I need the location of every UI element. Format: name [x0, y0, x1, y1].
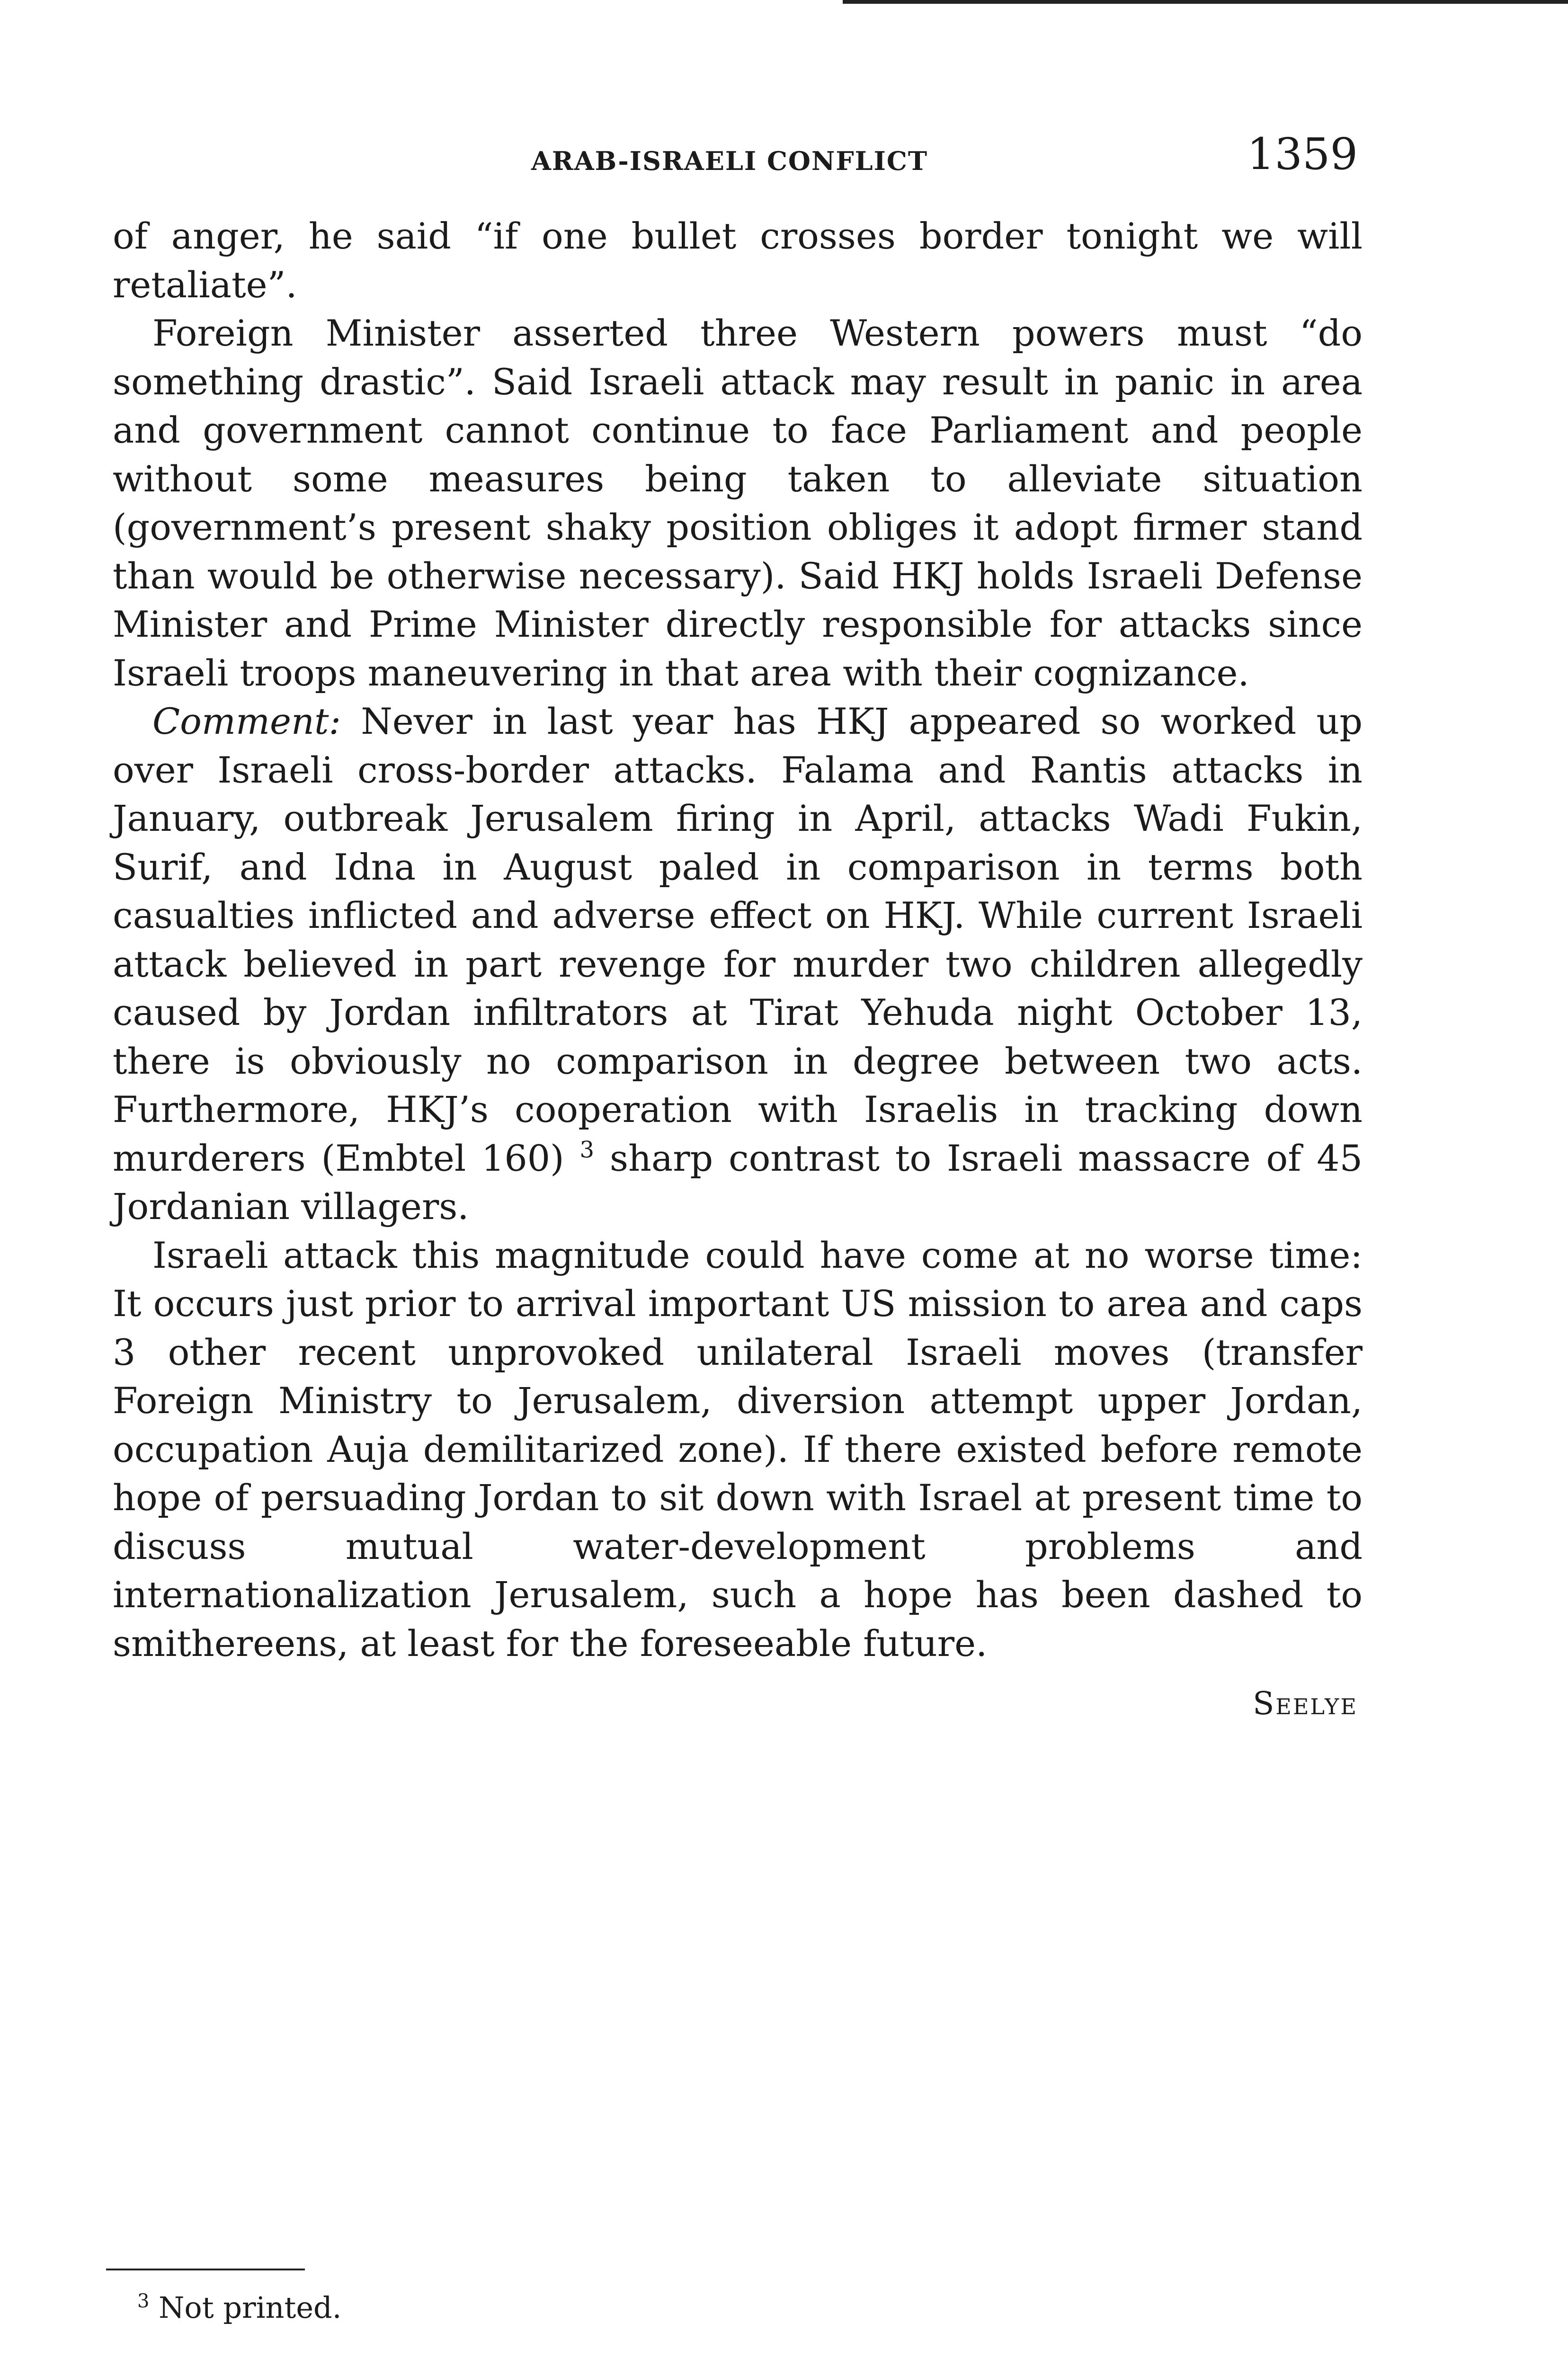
footnote-reference: 3 — [579, 1136, 595, 1163]
footnote-rule — [106, 2269, 305, 2270]
running-head: ARAB-ISRAELI CONFLICT — [531, 146, 928, 176]
footnote-marker: 3 — [137, 2290, 150, 2312]
comment-text-before-ref: Never in last year has HKJ appeared so worked up over Israeli cross-border attacks. Falama and Rantis attacks in January, outbreak Jerusalem firing in April, attacks Wadi Fukin, Surif, and Idna in August paled in comparison in terms both casualties inflicted and adverse effect on HKJ. While current Israeli attack believed in part revenge for murder two children allegedly caused by Jordan infiltrators at Tirat Yehuda night October 13, there is obviously no comparison in degree between two acts. Furthermore, HKJ’s cooperation with Israelis in tracking down murderers (Embtel 160) — [113, 700, 1363, 1179]
footnote-text: Not printed. — [149, 2290, 342, 2325]
paragraph-foreign-minister: Foreign Minister asserted three Western powers must “do something drastic”. Said Israeli attack may result in panic in area and government cannot continue to face Parliament and people without some measures being taken to alleviate situation (government’s present shaky position obliges it adopt firmer stand than would be otherwise necessary). Said HKJ holds Israeli Defense Minister and Prime Minister directly responsible for attacks since Israeli troops maneuvering in that area with their cognizance. — [113, 312, 1363, 694]
comment-text-after-ref: sharp contrast to Israeli massacre of 45 Jordanian villagers. — [113, 1137, 1363, 1228]
paragraph-comment — [113, 697, 1363, 1231]
footnote — [137, 2290, 341, 2325]
signature: Seelye — [1253, 1685, 1358, 1722]
paragraph-continuation: of anger, he said “if one bullet crosses border tonight we will retaliate”. — [113, 215, 1363, 306]
top-edge-rule — [843, 0, 1568, 4]
page-number: 1359 — [1247, 129, 1358, 179]
comment-label: Comment: — [152, 700, 341, 742]
paragraph-israeli-attack: Israeli attack this magnitude could have come at no worse time: It occurs just prior to arrival important US mission to area and caps 3 other recent unprovoked unilateral Israeli moves (transfer Foreign Ministry to Jerusalem, diversion attempt upper Jordan, occupation Auja demilitarized zone). If there existed before remote hope of persuading Jordan to sit down with Israel at present time to discuss mutual water-development problems and internationalization Jerusalem, such a hope has been dashed to smithereens, at least for the foreseeable future. — [113, 1234, 1363, 1664]
document-body — [113, 212, 1363, 1668]
